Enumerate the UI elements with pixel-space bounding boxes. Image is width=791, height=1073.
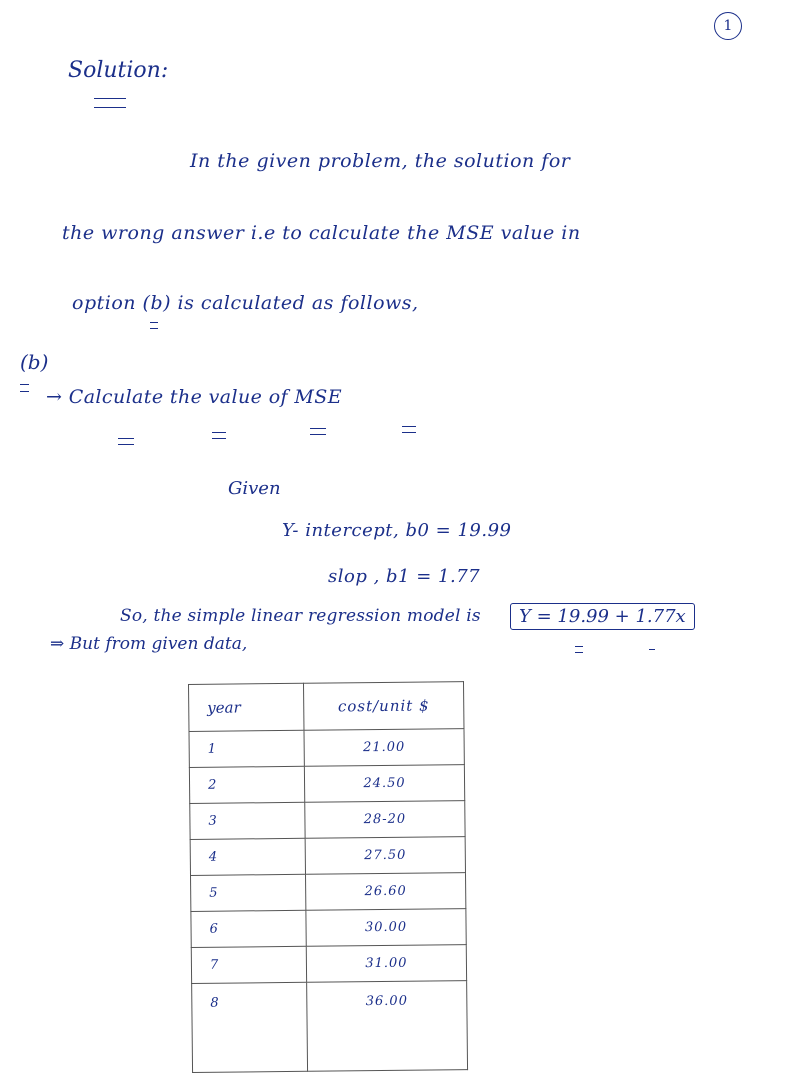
- page-number: 1: [714, 12, 742, 40]
- cost-cell: 31.00: [306, 945, 466, 983]
- year-cell: 6: [191, 910, 306, 947]
- given-label: Given: [228, 478, 281, 499]
- option-b-underline: [150, 322, 158, 329]
- cost-cell: 26.60: [305, 873, 465, 911]
- part-b-label: (b): [20, 350, 49, 374]
- intro-line-3: option (b) is calculated as follows,: [72, 292, 419, 314]
- table-header-row: [189, 682, 464, 732]
- table-row: [189, 729, 464, 768]
- cost-cell: 21.00: [304, 729, 464, 767]
- slope-line: slop , b1 = 1.77: [328, 566, 481, 587]
- given-data-line: ⇒ But from given data,: [50, 634, 248, 654]
- table-row: [191, 909, 466, 948]
- table-row: [192, 981, 468, 1073]
- intercept-line: Y- intercept, b0 = 19.99: [282, 520, 512, 541]
- year-cell: 4: [190, 838, 305, 875]
- equation-underline-2: [649, 649, 655, 652]
- part-b-underline: [20, 384, 29, 392]
- heading-underline: [94, 98, 126, 108]
- column-header-year: year: [189, 683, 304, 731]
- cost-cell: 24.50: [304, 765, 464, 803]
- model-line: So, the simple linear regression model is: [120, 606, 481, 626]
- table-row: [191, 873, 466, 912]
- data-table: [188, 681, 468, 1073]
- table-row: [190, 801, 465, 840]
- year-cell: 8: [192, 982, 308, 1072]
- intro-line-2: the wrong answer i.e to calculate the MSE value in: [62, 222, 581, 244]
- year-cell: 2: [189, 766, 304, 803]
- cost-cell: 28-20: [305, 801, 465, 839]
- step-underline-2: [212, 432, 226, 439]
- cost-cell: 27.50: [305, 837, 465, 875]
- equation-underline-1: [575, 646, 583, 653]
- table-row: [190, 837, 465, 876]
- intro-line-1: In the given problem, the solution for: [190, 150, 571, 172]
- column-header-cost: cost/unit $: [303, 682, 463, 731]
- cost-cell: 30.00: [306, 909, 466, 947]
- regression-equation-box: Y = 19.99 + 1.77x: [510, 603, 695, 630]
- step-underline-1: [118, 438, 134, 445]
- cost-cell: 36.00: [307, 981, 468, 1072]
- table-row: [189, 765, 464, 804]
- step-calculate-mse: → Calculate the value of MSE: [46, 386, 342, 408]
- step-underline-4: [402, 426, 416, 433]
- step-underline-3: [310, 428, 326, 435]
- year-cell: 7: [191, 946, 306, 983]
- year-cell: 5: [191, 874, 306, 911]
- year-cell: 3: [190, 802, 305, 839]
- year-cell: 1: [189, 730, 304, 767]
- solution-heading: Solution:: [68, 58, 169, 83]
- table-row: [191, 945, 466, 984]
